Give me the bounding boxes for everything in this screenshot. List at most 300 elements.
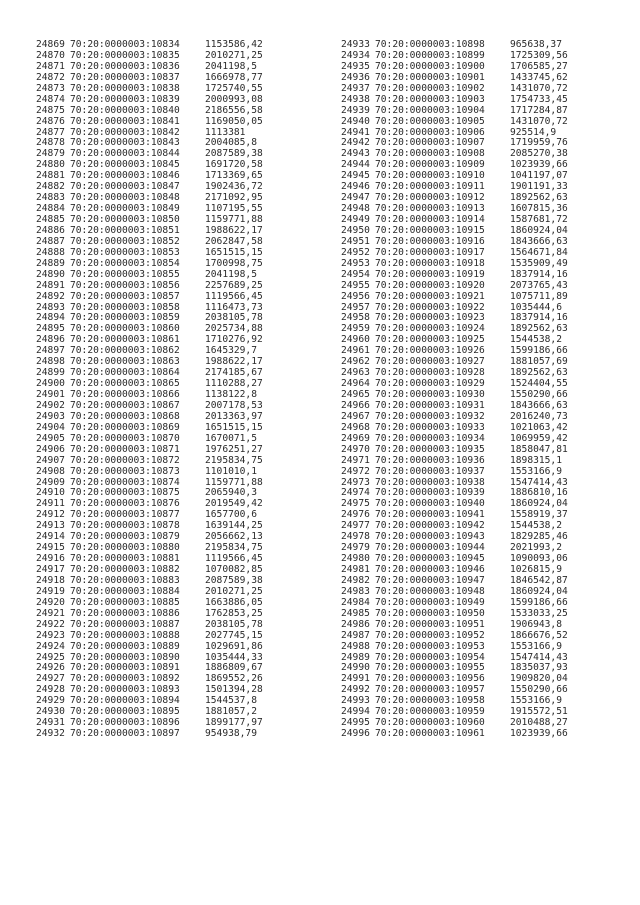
cadastral-value: 1544538,2: [510, 520, 562, 532]
row-number: 24953: [341, 257, 370, 269]
cadastral-value: 925514,9: [510, 126, 557, 138]
cadastral-number: 70:20:0000003:10896: [70, 717, 180, 729]
table-row: [341, 292, 611, 303]
cadastral-value: 2073765,43: [510, 279, 568, 291]
cadastral-value: 1553166,9: [510, 695, 562, 707]
cadastral-value: 1035444,6: [510, 301, 562, 313]
table-row: [341, 270, 611, 281]
row-number: 24951: [341, 235, 370, 247]
row-number: 24986: [341, 618, 370, 630]
cadastral-value: 1599186,66: [510, 345, 568, 357]
cadastral-number: 70:20:0000003:10861: [70, 334, 180, 346]
cadastral-number: 70:20:0000003:10867: [70, 399, 180, 411]
row-number: 24907: [36, 454, 65, 466]
row-number: 24906: [36, 443, 65, 455]
row-number: 24896: [36, 334, 65, 346]
cadastral-value: 1717284,87: [510, 104, 568, 116]
cadastral-value: 1860924,04: [510, 585, 568, 597]
cadastral-number: 70:20:0000003:10937: [375, 465, 485, 477]
table-row: [341, 467, 611, 478]
row-number: 24887: [36, 235, 65, 247]
row-number: 24891: [36, 279, 65, 291]
row-number: 24869: [36, 39, 65, 50]
table-row: [36, 729, 306, 740]
cadastral-number: 70:20:0000003:10960: [375, 717, 485, 729]
cadastral-number: 70:20:0000003:10951: [375, 618, 485, 630]
cadastral-number: 70:20:0000003:10852: [70, 235, 180, 247]
row-number: 24996: [341, 728, 370, 740]
cadastral-value: 1564671,84: [510, 246, 568, 258]
cadastral-value: 1023939,66: [510, 159, 568, 171]
cadastral-value: 2195834,75: [205, 454, 263, 466]
right-table-column: [341, 40, 611, 740]
row-number: 24883: [36, 192, 65, 204]
row-number: 24958: [341, 312, 370, 324]
cadastral-value: 1754733,45: [510, 93, 568, 105]
cadastral-value: 1116473,73: [205, 301, 263, 313]
row-number: 24962: [341, 356, 370, 368]
row-number: 24964: [341, 378, 370, 390]
table-row: [36, 270, 306, 281]
cadastral-value: 1533033,25: [510, 607, 568, 619]
cadastral-value: 1041197,07: [510, 170, 568, 182]
row-number: 24987: [341, 629, 370, 641]
cadastral-number: 70:20:0000003:10891: [70, 662, 180, 674]
row-number: 24961: [341, 345, 370, 357]
cadastral-number: 70:20:0000003:10920: [375, 279, 485, 291]
row-number: 24968: [341, 421, 370, 433]
row-number: 24934: [341, 49, 370, 61]
cadastral-value: 1657700,6: [205, 509, 257, 521]
table-row: [36, 642, 306, 653]
cadastral-number: 70:20:0000003:10856: [70, 279, 180, 291]
cadastral-value: 1843666,63: [510, 399, 568, 411]
cadastral-value: 1110288,27: [205, 378, 263, 390]
row-number: 24943: [341, 148, 370, 160]
row-number: 24960: [341, 334, 370, 346]
row-number: 24939: [341, 104, 370, 116]
row-number: 24952: [341, 246, 370, 258]
cadastral-number: 70:20:0000003:10933: [375, 421, 485, 433]
row-number: 24978: [341, 531, 370, 543]
cadastral-value: 1976251,27: [205, 443, 263, 455]
cadastral-number: 70:20:0000003:10925: [375, 334, 485, 346]
table-row: [341, 445, 611, 456]
cadastral-number: 70:20:0000003:10858: [70, 301, 180, 313]
table-row: [36, 281, 306, 292]
cadastral-number: 70:20:0000003:10941: [375, 509, 485, 521]
row-number: 24932: [36, 728, 65, 740]
cadastral-number: 70:20:0000003:10957: [375, 684, 485, 696]
cadastral-value: 2065940,3: [205, 487, 257, 499]
row-number: 24870: [36, 49, 65, 61]
cadastral-number: 70:20:0000003:10924: [375, 323, 485, 335]
row-number: 24950: [341, 224, 370, 236]
cadastral-number: 70:20:0000003:10955: [375, 662, 485, 674]
cadastral-number: 70:20:0000003:10909: [375, 159, 485, 171]
cadastral-number: 70:20:0000003:10907: [375, 137, 485, 149]
cadastral-number: 70:20:0000003:10844: [70, 148, 180, 160]
row-number: 24921: [36, 607, 65, 619]
cadastral-value: 2174185,67: [205, 367, 263, 379]
cadastral-number: 70:20:0000003:10873: [70, 465, 180, 477]
cadastral-value: 2186556,58: [205, 104, 263, 116]
row-number: 24963: [341, 367, 370, 379]
row-number: 24892: [36, 290, 65, 302]
cadastral-value: 1762853,25: [205, 607, 263, 619]
row-number: 24881: [36, 170, 65, 182]
cadastral-value: 1670071,5: [205, 432, 257, 444]
cadastral-value: 1906943,8: [510, 618, 562, 630]
cadastral-number: 70:20:0000003:10952: [375, 629, 485, 641]
row-number: 24902: [36, 399, 65, 411]
cadastral-number: 70:20:0000003:10866: [70, 389, 180, 400]
cadastral-number: 70:20:0000003:10932: [375, 410, 485, 422]
cadastral-value: 1113381: [205, 126, 246, 138]
cadastral-value: 1860924,04: [510, 498, 568, 510]
cadastral-number: 70:20:0000003:10869: [70, 421, 180, 433]
row-number: 24975: [341, 498, 370, 510]
cadastral-value: 1915572,51: [510, 706, 568, 718]
cadastral-number: 70:20:0000003:10870: [70, 432, 180, 444]
cadastral-number: 70:20:0000003:10851: [70, 224, 180, 236]
cadastral-value: 2038105,78: [205, 618, 263, 630]
cadastral-number: 70:20:0000003:10864: [70, 367, 180, 379]
cadastral-value: 2019549,42: [205, 498, 263, 510]
cadastral-number: 70:20:0000003:10910: [375, 170, 485, 182]
cadastral-number: 70:20:0000003:10956: [375, 673, 485, 685]
cadastral-number: 70:20:0000003:10863: [70, 356, 180, 368]
cadastral-number: 70:20:0000003:10922: [375, 301, 485, 313]
cadastral-value: 1553166,9: [510, 465, 562, 477]
cadastral-value: 1988622,17: [205, 356, 263, 368]
row-number: 24982: [341, 574, 370, 586]
row-number: 24880: [36, 159, 65, 171]
row-number: 24877: [36, 126, 65, 138]
cadastral-value: 1550290,66: [510, 684, 568, 696]
cadastral-value: 2013363,97: [205, 410, 263, 422]
cadastral-number: 70:20:0000003:10914: [375, 214, 485, 225]
cadastral-value: 1553166,9: [510, 640, 562, 652]
row-number: 24992: [341, 684, 370, 696]
row-number: 24967: [341, 410, 370, 422]
cadastral-number: 70:20:0000003:10927: [375, 356, 485, 368]
table-row: [36, 106, 306, 117]
cadastral-value: 1860924,04: [510, 224, 568, 236]
row-number: 24875: [36, 104, 65, 116]
row-number: 24876: [36, 115, 65, 127]
cadastral-value: 1909820,04: [510, 673, 568, 685]
cadastral-number: 70:20:0000003:10942: [375, 520, 485, 532]
cadastral-value: 1119566,45: [205, 553, 263, 565]
row-number: 24993: [341, 695, 370, 707]
row-number: 24900: [36, 378, 65, 390]
row-number: 24983: [341, 585, 370, 597]
row-number: 24936: [341, 71, 370, 83]
table-row: [36, 467, 306, 478]
cadastral-number: 70:20:0000003:10931: [375, 399, 485, 411]
row-number: 24966: [341, 399, 370, 411]
cadastral-value: 1902436,72: [205, 181, 263, 193]
row-number: 24886: [36, 224, 65, 236]
table-row: [36, 95, 306, 106]
cadastral-number: 70:20:0000003:10840: [70, 104, 180, 116]
row-number: 24905: [36, 432, 65, 444]
row-number: 24944: [341, 159, 370, 171]
cadastral-value: 2007178,53: [205, 399, 263, 411]
row-number: 24955: [341, 279, 370, 291]
cadastral-number: 70:20:0000003:10886: [70, 607, 180, 619]
cadastral-value: 2041198,5: [205, 60, 257, 72]
cadastral-number: 70:20:0000003:10884: [70, 585, 180, 597]
cadastral-value: 2000993,08: [205, 93, 263, 105]
cadastral-number: 70:20:0000003:10881: [70, 553, 180, 565]
cadastral-number: 70:20:0000003:10854: [70, 257, 180, 269]
row-number: 24989: [341, 651, 370, 663]
row-number: 24949: [341, 214, 370, 225]
cadastral-value: 1691720,58: [205, 159, 263, 171]
cadastral-number: 70:20:0000003:10900: [375, 60, 485, 72]
cadastral-value: 1153586,42: [205, 39, 263, 50]
cadastral-number: 70:20:0000003:10926: [375, 345, 485, 357]
cadastral-value: 1107195,55: [205, 203, 263, 215]
row-number: 24903: [36, 410, 65, 422]
cadastral-number: 70:20:0000003:10894: [70, 695, 180, 707]
row-number: 24893: [36, 301, 65, 313]
cadastral-number: 70:20:0000003:10939: [375, 487, 485, 499]
cadastral-value: 2004085,8: [205, 137, 257, 149]
cadastral-number: 70:20:0000003:10899: [375, 49, 485, 61]
row-number: 24889: [36, 257, 65, 269]
table-row: [36, 631, 306, 642]
cadastral-value: 1535909,49: [510, 257, 568, 269]
row-number: 24904: [36, 421, 65, 433]
cadastral-value: 1881057,69: [510, 356, 568, 368]
cadastral-value: 1866676,52: [510, 629, 568, 641]
cadastral-value: 1700998,75: [205, 257, 263, 269]
cadastral-value: 1710276,92: [205, 334, 263, 346]
cadastral-value: 2038105,78: [205, 312, 263, 324]
row-number: 24878: [36, 137, 65, 149]
row-number: 24933: [341, 39, 370, 50]
cadastral-value: 1029691,86: [205, 640, 263, 652]
cadastral-number: 70:20:0000003:10958: [375, 695, 485, 707]
cadastral-value: 2025734,88: [205, 323, 263, 335]
row-number: 24890: [36, 268, 65, 280]
cadastral-value: 1899177,97: [205, 717, 263, 729]
table-row: [341, 631, 611, 642]
row-number: 24988: [341, 640, 370, 652]
cadastral-value: 1159771,88: [205, 476, 263, 488]
row-number: 24927: [36, 673, 65, 685]
table-row: [36, 292, 306, 303]
cadastral-value: 965638,37: [510, 39, 562, 50]
cadastral-number: 70:20:0000003:10892: [70, 673, 180, 685]
cadastral-number: 70:20:0000003:10913: [375, 203, 485, 215]
row-number: 24882: [36, 181, 65, 193]
cadastral-value: 1431070,72: [510, 82, 568, 94]
row-number: 24995: [341, 717, 370, 729]
cadastral-value: 1558919,37: [510, 509, 568, 521]
cadastral-number: 70:20:0000003:10842: [70, 126, 180, 138]
row-number: 24914: [36, 531, 65, 543]
row-number: 24981: [341, 564, 370, 575]
cadastral-value: 1587681,72: [510, 214, 568, 225]
cadastral-value: 2257689,25: [205, 279, 263, 291]
cadastral-number: 70:20:0000003:10928: [375, 367, 485, 379]
row-number: 24980: [341, 553, 370, 565]
cadastral-value: 2016240,73: [510, 410, 568, 422]
cadastral-number: 70:20:0000003:10911: [375, 181, 485, 193]
row-number: 24922: [36, 618, 65, 630]
table-row: [36, 117, 306, 128]
cadastral-number: 70:20:0000003:10882: [70, 564, 180, 575]
cadastral-number: 70:20:0000003:10885: [70, 596, 180, 608]
cadastral-number: 70:20:0000003:10898: [375, 39, 485, 50]
cadastral-value: 1069959,42: [510, 432, 568, 444]
cadastral-number: 70:20:0000003:10936: [375, 454, 485, 466]
cadastral-value: 1837914,16: [510, 268, 568, 280]
cadastral-number: 70:20:0000003:10877: [70, 509, 180, 521]
cadastral-number: 70:20:0000003:10853: [70, 246, 180, 258]
table-row: [36, 620, 306, 631]
cadastral-value: 1886810,16: [510, 487, 568, 499]
row-number: 24884: [36, 203, 65, 215]
row-number: 24885: [36, 214, 65, 225]
cadastral-number: 70:20:0000003:10838: [70, 82, 180, 94]
cadastral-number: 70:20:0000003:10919: [375, 268, 485, 280]
row-number: 24990: [341, 662, 370, 674]
row-number: 24923: [36, 629, 65, 641]
cadastral-value: 1651515,15: [205, 246, 263, 258]
row-number: 24994: [341, 706, 370, 718]
cadastral-number: 70:20:0000003:10893: [70, 684, 180, 696]
cadastral-value: 1431070,72: [510, 115, 568, 127]
cadastral-number: 70:20:0000003:10897: [70, 728, 180, 740]
cadastral-value: 2021993,2: [510, 542, 562, 554]
cadastral-value: 2010488,27: [510, 717, 568, 729]
cadastral-number: 70:20:0000003:10872: [70, 454, 180, 466]
cadastral-number: 70:20:0000003:10871: [70, 443, 180, 455]
cadastral-number: 70:20:0000003:10887: [70, 618, 180, 630]
row-number: 24924: [36, 640, 65, 652]
cadastral-number: 70:20:0000003:10845: [70, 159, 180, 171]
cadastral-value: 1501394,28: [205, 684, 263, 696]
cadastral-number: 70:20:0000003:10843: [70, 137, 180, 149]
cadastral-number: 70:20:0000003:10879: [70, 531, 180, 543]
cadastral-value: 2195834,75: [205, 542, 263, 554]
cadastral-value: 1169050,05: [205, 115, 263, 127]
table-row: [341, 456, 611, 467]
row-number: 24910: [36, 487, 65, 499]
cadastral-number: 70:20:0000003:10895: [70, 706, 180, 718]
row-number: 24947: [341, 192, 370, 204]
cadastral-number: 70:20:0000003:10947: [375, 574, 485, 586]
row-number: 24919: [36, 585, 65, 597]
row-number: 24938: [341, 93, 370, 105]
cadastral-number: 70:20:0000003:10837: [70, 71, 180, 83]
table-row: [341, 117, 611, 128]
cadastral-number: 70:20:0000003:10878: [70, 520, 180, 532]
row-number: 24965: [341, 389, 370, 400]
cadastral-number: 70:20:0000003:10905: [375, 115, 485, 127]
cadastral-number: 70:20:0000003:10903: [375, 93, 485, 105]
cadastral-number: 70:20:0000003:10950: [375, 607, 485, 619]
cadastral-number: 70:20:0000003:10836: [70, 60, 180, 72]
table-row: [341, 281, 611, 292]
cadastral-value: 2027745,15: [205, 629, 263, 641]
cadastral-value: 2087589,38: [205, 148, 263, 160]
cadastral-number: 70:20:0000003:10923: [375, 312, 485, 324]
cadastral-value: 1599186,66: [510, 596, 568, 608]
cadastral-value: 2041198,5: [205, 268, 257, 280]
row-number: 24909: [36, 476, 65, 488]
cadastral-number: 70:20:0000003:10912: [375, 192, 485, 204]
row-number: 24913: [36, 520, 65, 532]
cadastral-number: 70:20:0000003:10883: [70, 574, 180, 586]
row-number: 24976: [341, 509, 370, 521]
cadastral-value: 1846542,87: [510, 574, 568, 586]
cadastral-value: 1021063,42: [510, 421, 568, 433]
row-number: 24940: [341, 115, 370, 127]
table-row: [341, 106, 611, 117]
cadastral-value: 1858047,81: [510, 443, 568, 455]
left-table-column: [36, 40, 306, 740]
row-number: 24926: [36, 662, 65, 674]
row-number: 24895: [36, 323, 65, 335]
row-number: 24908: [36, 465, 65, 477]
cadastral-value: 2056662,13: [205, 531, 263, 543]
cadastral-value: 1544538,2: [510, 334, 562, 346]
cadastral-number: 70:20:0000003:10929: [375, 378, 485, 390]
cadastral-value: 1159771,88: [205, 214, 263, 225]
cadastral-value: 1607815,36: [510, 203, 568, 215]
cadastral-value: 1835037,93: [510, 662, 568, 674]
cadastral-number: 70:20:0000003:10880: [70, 542, 180, 554]
cadastral-number: 70:20:0000003:10839: [70, 93, 180, 105]
cadastral-number: 70:20:0000003:10916: [375, 235, 485, 247]
row-number: 24942: [341, 137, 370, 149]
cadastral-value: 2171092,95: [205, 192, 263, 204]
cadastral-number: 70:20:0000003:10857: [70, 290, 180, 302]
row-number: 24969: [341, 432, 370, 444]
row-number: 24972: [341, 465, 370, 477]
cadastral-value: 1988622,17: [205, 224, 263, 236]
cadastral-value: 1892562,63: [510, 323, 568, 335]
row-number: 24931: [36, 717, 65, 729]
cadastral-number: 70:20:0000003:10954: [375, 651, 485, 663]
row-number: 24930: [36, 706, 65, 718]
cadastral-number: 70:20:0000003:10889: [70, 640, 180, 652]
row-number: 24920: [36, 596, 65, 608]
row-number: 24929: [36, 695, 65, 707]
row-number: 24911: [36, 498, 65, 510]
cadastral-value: 1070082,85: [205, 564, 263, 575]
cadastral-number: 70:20:0000003:10953: [375, 640, 485, 652]
cadastral-number: 70:20:0000003:10888: [70, 629, 180, 641]
cadastral-number: 70:20:0000003:10859: [70, 312, 180, 324]
cadastral-number: 70:20:0000003:10855: [70, 268, 180, 280]
cadastral-number: 70:20:0000003:10841: [70, 115, 180, 127]
cadastral-value: 1645329,7: [205, 345, 257, 357]
cadastral-number: 70:20:0000003:10850: [70, 214, 180, 225]
row-number: 24954: [341, 268, 370, 280]
row-number: 24970: [341, 443, 370, 455]
row-number: 24974: [341, 487, 370, 499]
row-number: 24872: [36, 71, 65, 83]
cadastral-number: 70:20:0000003:10860: [70, 323, 180, 335]
row-number: 24984: [341, 596, 370, 608]
